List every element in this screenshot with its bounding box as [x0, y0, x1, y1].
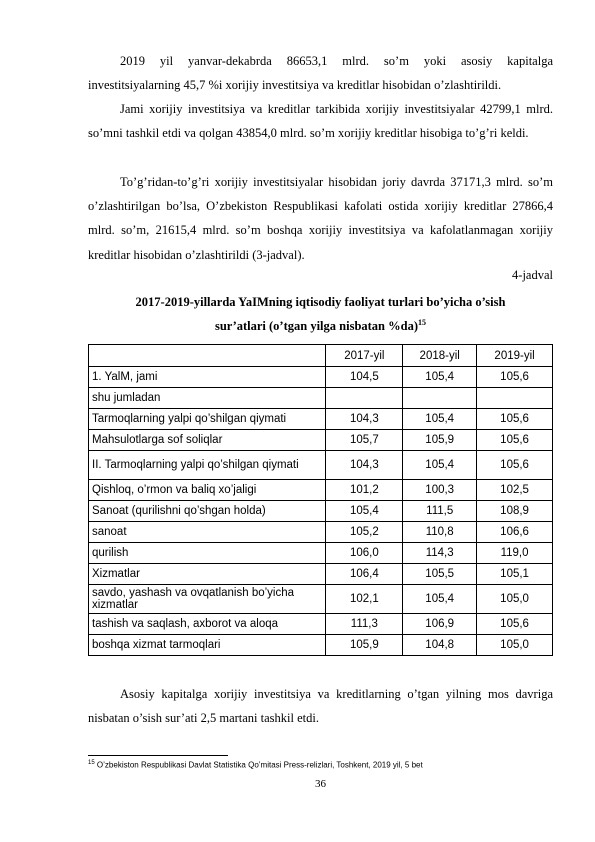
header-2017: 2017-yil: [326, 345, 403, 367]
cell-value: 105,4: [403, 367, 477, 388]
row-label: Qishloq, o’rmon va baliq xo’jaligi: [89, 480, 326, 501]
footnote-number: 15: [88, 760, 95, 766]
table-row: [89, 367, 553, 388]
cell-value: 108,9: [477, 501, 553, 522]
gdp-growth-table: [88, 344, 553, 656]
cell-value: 102,5: [477, 480, 553, 501]
table-title: [88, 290, 553, 338]
paragraph-direct-investment: To’g’ridan-to’g’ri xorijiy investitsiyalar hisobidan joriy davrda 37171,3 mlrd. so’m o’zlashtirilgan bo’lsa, O’zbekiston Respublikasi kafolati ostida xorijiy kreditlar 27866,4 mlrd. so’m, 21615,4 mlrd. so’m boshqa xorijiy investitsiya va kafolatlanmagan xorijiy kreditlar hisobidan o’zlashtirildi (3-jadval).: [88, 175, 553, 262]
cell-value: 105,4: [403, 585, 477, 614]
cell-value: 105,4: [326, 501, 403, 522]
paragraph-growth-rate: Asosiy kapitalga xorijiy investitsiya va kreditlarning o’tgan yilning mos davriga nisbatan o’sish sur’ati 2,5 martani tashkil etdi.: [88, 687, 553, 726]
table-title-line2-text: sur’atlari (o’tgan yilga nisbatan %da): [214, 319, 418, 333]
table-title-line1: 2017-2019-yillarda YaIMning iqtisodiy faoliyat turlari bo’yicha o’sish: [135, 295, 506, 309]
cell-value: 106,6: [477, 522, 553, 543]
cell-value: 114,3: [403, 543, 477, 564]
row-label: boshqa xizmat tarmoqlari: [89, 635, 326, 656]
row-label: shu jumladan: [89, 388, 326, 409]
table-row: [89, 409, 553, 430]
cell-value: 100,3: [403, 480, 477, 501]
cell-value: 105,4: [403, 409, 477, 430]
cell-value: 105,9: [403, 430, 477, 451]
table-row: [89, 564, 553, 585]
cell-value: 105,5: [403, 564, 477, 585]
row-label: tashish va saqlash, axborot va aloqa: [89, 614, 326, 635]
table-row: [89, 585, 553, 614]
row-label: Tarmoqlarning yalpi qo’shilgan qiymati: [89, 409, 326, 430]
cell-value: 101,2: [326, 480, 403, 501]
cell-value: 105,6: [477, 430, 553, 451]
cell-value: 105,9: [326, 635, 403, 656]
table-title-line2: [88, 314, 553, 338]
cell-value: 105,6: [477, 409, 553, 430]
table-row: [89, 430, 553, 451]
page-number: 36: [315, 778, 326, 790]
row-label: sanoat: [89, 522, 326, 543]
table-row: [89, 480, 553, 501]
table-row: [89, 522, 553, 543]
row-label: Xizmatlar: [89, 564, 326, 585]
cell-value: 104,5: [326, 367, 403, 388]
header-empty: [89, 345, 326, 367]
header-2019: 2019-yil: [477, 345, 553, 367]
table-row: [89, 451, 553, 480]
table-label: 4-jadval: [512, 268, 553, 282]
cell-value: 104,3: [326, 451, 403, 480]
cell-value: 105,7: [326, 430, 403, 451]
cell-value: 105,0: [477, 635, 553, 656]
footnote-divider: [88, 755, 228, 756]
table-row: [89, 635, 553, 656]
row-label: qurilish: [89, 543, 326, 564]
cell-value: 106,4: [326, 564, 403, 585]
footnote-text: O’zbekiston Respublikasi Davlat Statistika Qo’mitasi Press-relizlari, Toshkent, 2019 yil, 5 bet: [96, 760, 423, 770]
row-label: Sanoat (qurilishni qo’shgan holda): [89, 501, 326, 522]
cell-value: 102,1: [326, 585, 403, 614]
row-label: 1. YalM, jami: [89, 367, 326, 388]
row-label: II. Tarmoqlarning yalpi qo’shilgan qiymati: [89, 451, 326, 480]
paragraph-investment-share: 2019 yil yanvar-dekabrda 86653,1 mlrd. so’m yoki asosiy kapitalga investitsiyalarning 45,7 %i xorijiy investitsiya va kreditlar hisobidan o’zlashtirildi.: [88, 54, 553, 93]
cell-value: 111,3: [326, 614, 403, 635]
table-row: [89, 388, 553, 409]
row-label: Mahsulotlarga sof soliqlar: [89, 430, 326, 451]
cell-value: 105,4: [403, 451, 477, 480]
cell-value: 105,2: [326, 522, 403, 543]
table-header-row: [89, 345, 553, 367]
cell-value: 110,8: [403, 522, 477, 543]
cell-value: 106,9: [403, 614, 477, 635]
cell-value: 119,0: [477, 543, 553, 564]
row-label: savdo, yashash va ovqatlanish bo’yicha xizmatlar: [89, 585, 326, 614]
footnote: [88, 760, 423, 770]
table-row: [89, 614, 553, 635]
cell-value: [326, 388, 403, 409]
cell-value: 111,5: [403, 501, 477, 522]
cell-value: 104,3: [326, 409, 403, 430]
cell-value: 106,0: [326, 543, 403, 564]
cell-value: 105,6: [477, 451, 553, 480]
header-2018: 2018-yil: [403, 345, 477, 367]
table-row: [89, 543, 553, 564]
cell-value: [403, 388, 477, 409]
table-row: [89, 501, 553, 522]
footnote-ref: 15: [418, 317, 426, 327]
paragraph-foreign-structure: Jami xorijiy investitsiya va kreditlar tarkibida xorijiy investitsiyalar 42799,1 mlrd. so’mni tashkil etdi va qolgan 43854,0 mlrd. so’m xorijiy kreditlar hisobiga to’g’ri keldi.: [88, 102, 553, 141]
cell-value: 105,0: [477, 585, 553, 614]
cell-value: [477, 388, 553, 409]
cell-value: 104,8: [403, 635, 477, 656]
cell-value: 105,6: [477, 367, 553, 388]
cell-value: 105,1: [477, 564, 553, 585]
cell-value: 105,6: [477, 614, 553, 635]
